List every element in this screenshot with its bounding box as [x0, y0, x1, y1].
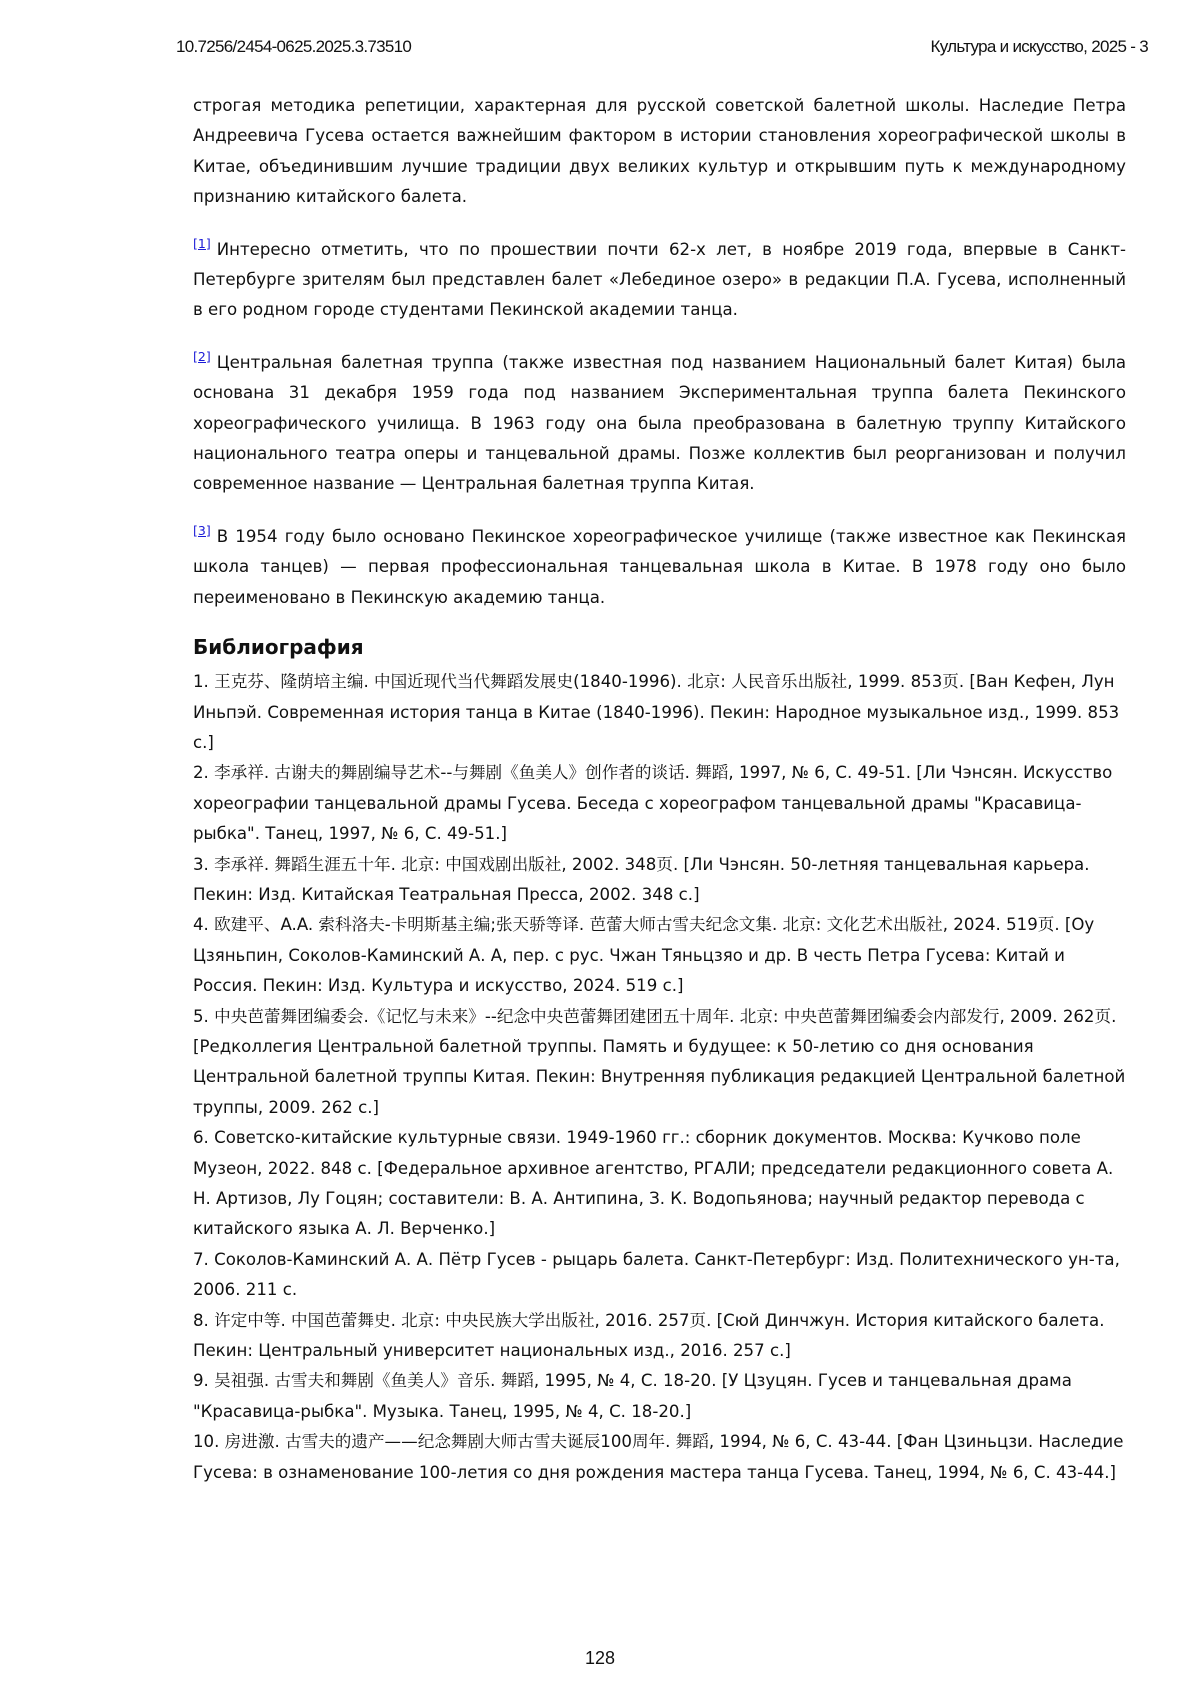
footnote-2-text: Центральная балетная труппа (также известная под названием Национальный балет Китая) была основана 31 декабря 1959 года под названием Экспериментальная труппа балета Пекинского хореографического училища. В 1963 году она была преобразована в балетную труппу Китайского национального театра оперы и танцевальной драмы. Позже коллектив был реорганизован и получил современное название — Центральная балетная труппа Китая. — [193, 353, 1126, 494]
header-journal: Культура и искусство, 2025 - 3 — [931, 37, 1148, 57]
bibliography-entry: 5. 中央芭蕾舞团编委会.《记忆与未来》--纪念中央芭蕾舞团建团五十周年. 北京: 中央芭蕾舞团编委会内部发行, 2009. 262页. [Редколлегия Центральной балетной труппы. Память и будущее: к 50-летию со дня основания Центральной балетной труппы Китая. Пекин: Внутренняя публикация редакцией Центральной балетной труппы, 2009. 262 с.] — [193, 1002, 1126, 1124]
bibliography-entry: 8. 许定中等. 中国芭蕾舞史. 北京: 中央民族大学出版社, 2016. 257页. [Сюй Динчжун. История китайского балета. Пекин: Центральный университет национальных изд., 2016. 257 с.] — [193, 1306, 1126, 1367]
bibliography-heading: Библиография — [193, 635, 1126, 659]
footnote-2 — [193, 348, 1126, 500]
footnote-3-text: В 1954 году было основано Пекинское хореографическое училище (также известное как Пекинская школа танцев) — первая профессиональная танцевальная школа в Китае. В 1978 году оно было переименовано в Пекинскую академию танца. — [193, 527, 1126, 607]
bibliography-list — [193, 667, 1126, 1488]
bibliography-entry: 10. 房进激. 古雪夫的遗产——纪念舞剧大师古雪夫诞辰100周年. 舞蹈, 1994, № 6, С. 43-44. [Фан Цзиньцзи. Наследие Гусева: в ознаменование 100-летия со дня рождения мастера танца Гусева. Танец, 1994, № 6, С. 43-44.] — [193, 1427, 1126, 1488]
footnote-2-link[interactable]: [2] — [193, 349, 211, 364]
bibliography-entry: 3. 李承祥. 舞蹈生涯五十年. 北京: 中国戏剧出版社, 2002. 348页. [Ли Чэнсян. 50-летняя танцевальная карьера. Пекин: Изд. Китайская Театральная Пресса, 2002. 348 с.] — [193, 850, 1126, 911]
bibliography-entry: 6. Советско-китайские культурные связи. 1949-1960 гг.: сборник документов. Москва: Кучково поле Музеон, 2022. 848 с. [Федеральное архивное агентство, РГАЛИ; председатели редакционного совета А. Н. Артизов, Лу Гоцян; составители: В. А. Антипина, З. К. Водопьянова; научный редактор перевода с китайского языка А. Л. Верченко.] — [193, 1123, 1126, 1245]
header-doi: 10.7256/2454-0625.2025.3.73510 — [176, 37, 411, 57]
bibliography-entry: 2. 李承祥. 古谢夫的舞剧编导艺术--与舞剧《鱼美人》创作者的谈话. 舞蹈, 1997, № 6, С. 49-51. [Ли Чэнсян. Искусство хореографии танцевальной драмы Гусева. Беседа с хореографом танцевальной драмы "Красавица-рыбка". Танец, 1997, № 6, С. 49-51.] — [193, 758, 1126, 849]
paragraph-continuation — [193, 91, 1126, 213]
bibliography-entry: 7. Соколов-Каминский А. А. Пётр Гусев - рыцарь балета. Санкт-Петербург: Изд. Политехнического ун-та, 2006. 211 с. — [193, 1245, 1126, 1306]
footnote-3-link[interactable]: [3] — [193, 523, 211, 538]
footnote-1 — [193, 235, 1126, 326]
footnote-1-link[interactable]: [1] — [193, 236, 211, 251]
page-number: 128 — [0, 1648, 1200, 1669]
page-content — [193, 91, 1126, 1488]
bibliography-entry: 9. 吴祖强. 古雪夫和舞剧《鱼美人》音乐. 舞蹈, 1995, № 4, С. 18-20. [У Цзуцян. Гусев и танцевальная драма "Красавица-рыбка". Музыка. Танец, 1995, № 4, С. 18-20.] — [193, 1366, 1126, 1427]
paragraph-text: строгая методика репетиции, характерная для русской советской балетной школы. Наследие Петра Андреевича Гусева остается важнейшим фактором в истории становления хореографической школы в Китае, объединившим лучшие традиции двух великих культур и открывшим путь к международному признанию китайского балета. — [193, 96, 1126, 206]
footnote-3 — [193, 522, 1126, 613]
footnote-1-text: Интересно отметить, что по прошествии почти 62-х лет, в ноябре 2019 года, впервые в Санкт-Петербурге зрителям был представлен балет «Лебединое озеро» в редакции П.А. Гусева, исполненный в его родном городе студентами Пекинской академии танца. — [193, 240, 1126, 320]
bibliography-entry: 4. 欧建平、A.A. 索科洛夫-卡明斯基主编;张天骄等译. 芭蕾大师古雪夫纪念文集. 北京: 文化艺术出版社, 2024. 519页. [Оу Цзяньпин, Соколов-Каминский А. А, пер. с рус. Чжан Тяньцзяо и др. В честь Петра Гусева: Китай и Россия. Пекин: Изд. Культура и искусство, 2024. 519 с.] — [193, 910, 1126, 1001]
bibliography-entry: 1. 王克芬、隆荫培主编. 中国近现代当代舞蹈发展史(1840-1996). 北京: 人民音乐出版社, 1999. 853页. [Ван Кефен, Лун Иньпэй. Современная история танца в Китае (1840-1996). Пекин: Народное музыкальное изд., 1999. 853 с.] — [193, 667, 1126, 758]
